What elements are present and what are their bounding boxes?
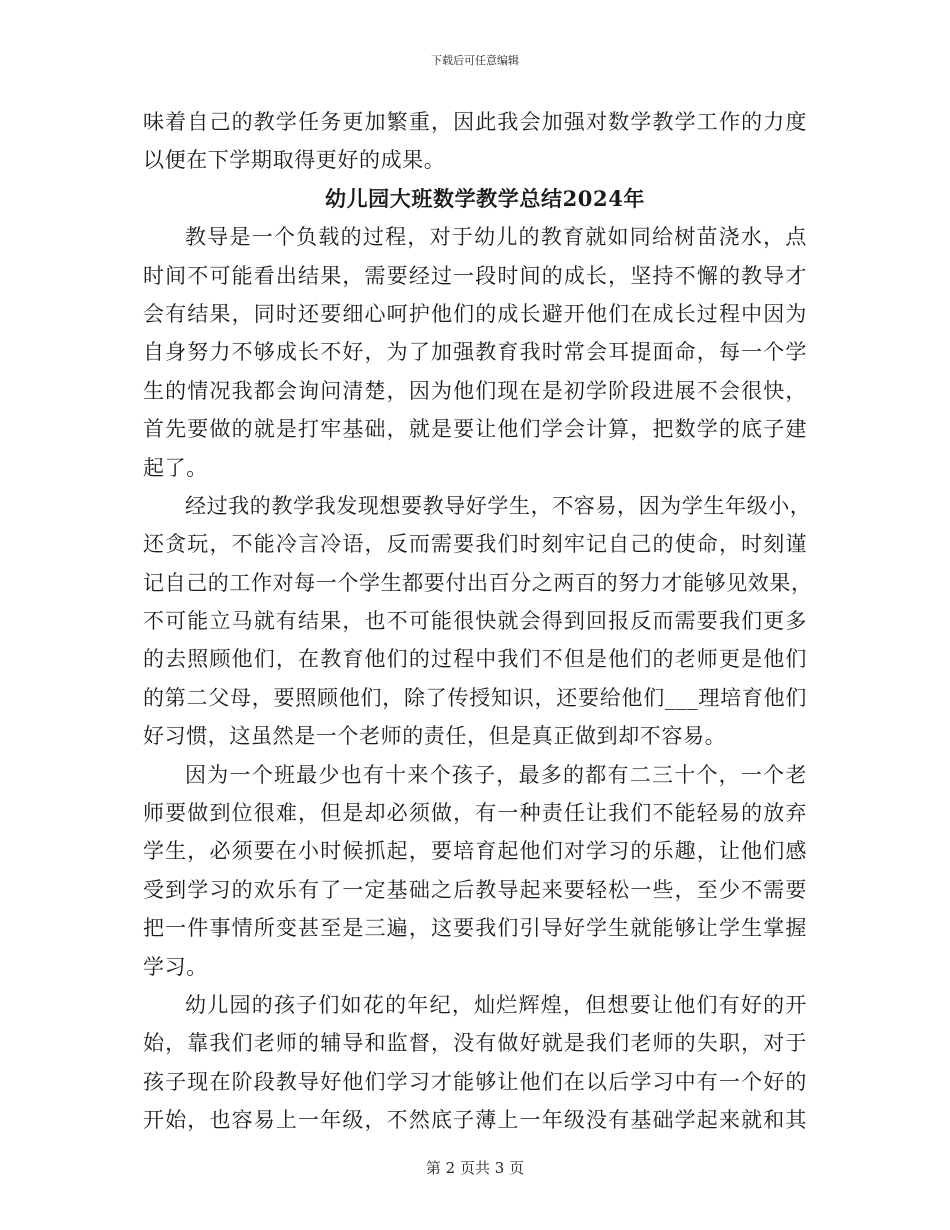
text-line: 的第二父母，要照顾他们，除了传授知识，还要给他们___理培育他们 (143, 685, 807, 710)
text-line: 学生，必须要在小时候抓起，要培育起他们对学习的乐趣，让他们感 (143, 839, 807, 864)
section-title: 幼儿园大班数学教学总结2024年 (324, 185, 646, 211)
document-body (143, 103, 813, 1140)
page-footer: 第 2 页共 3 页 (425, 1159, 525, 1177)
text-line: 开始，也容易上一年级，不然底子薄上一年级没有基础学起来就和其 (143, 1108, 807, 1133)
text-line: 经过我的教学我发现想要教导好学生，不容易，因为学生年级小， (185, 493, 812, 518)
text-line: 不可能立马就有结果，也不可能很快就会得到回报反而需要我们更多 (143, 609, 807, 634)
text-line: 首先要做的就是打牢基础，就是要让他们学会计算，把数学的底子建 (143, 417, 807, 442)
text-line: 生的情况我都会询问清楚，因为他们现在是初学阶段进展不会很快， (143, 378, 807, 403)
text-line: 自身努力不够成长不好，为了加强教育我时常会耳提面命，每一个学 (143, 340, 807, 365)
paragraph (143, 986, 807, 1140)
text-line: 学习。 (143, 954, 208, 979)
text-line: 师要做到位很难，但是却必须做，有一种责任让我们不能轻易的放弃 (143, 801, 807, 826)
text-line: 幼儿园的孩子们如花的年纪，灿烂辉煌，但想要让他们有好的开 (185, 992, 807, 1017)
text-line: 起了。 (143, 455, 208, 480)
text-line: 还贪玩，不能冷言冷语，反而需要我们时刻牢记自己的使命，时刻谨 (143, 532, 807, 557)
text-line: 受到学习的欢乐有了一定基础之后教导起来要轻松一些，至少不需要 (143, 877, 807, 902)
text-line: 时间不可能看出结果，需要经过一段时间的成长，坚持不懈的教导才 (143, 263, 807, 288)
paragraph (143, 756, 807, 986)
text-line: 孩子现在阶段教导好他们学习才能够让他们在以后学习中有一个好的 (143, 1069, 807, 1094)
text-line: 记自己的工作对每一个学生都要付出百分之两百的努力才能够见效果， (143, 570, 813, 595)
text-line: 始，靠我们老师的辅导和监督，没有做好就是我们老师的失职，对于 (143, 1031, 807, 1056)
page-header: 下载后可任意编辑 (431, 54, 519, 67)
text-line: 好习惯，这虽然是一个老师的责任，但是真正做到却不容易。 (143, 724, 727, 749)
text-line: 教导是一个负载的过程，对于幼儿的教育就如同给树苗浇水，点 (185, 225, 807, 250)
text-line: 因为一个班最少也有十来个孩子，最多的都有二三十个，一个老 (185, 762, 807, 787)
text-line: 味着自己的教学任务更加繁重，因此我会加强对数学教学工作的力度 (143, 110, 807, 134)
text-line: 会有结果，同时还要细心呵护他们的成长避开他们在成长过程中因为 (143, 301, 807, 326)
paragraph (143, 487, 813, 756)
paragraph (143, 218, 807, 487)
text-line: 以便在下学期取得更好的成果。 (143, 148, 446, 173)
text-line: 把一件事情所变甚至是三遍，这要我们引导好学生就能够让学生掌握 (143, 916, 807, 941)
text-line: 的去照顾他们，在教育他们的过程中我们不但是他们的老师更是他们 (143, 647, 807, 672)
